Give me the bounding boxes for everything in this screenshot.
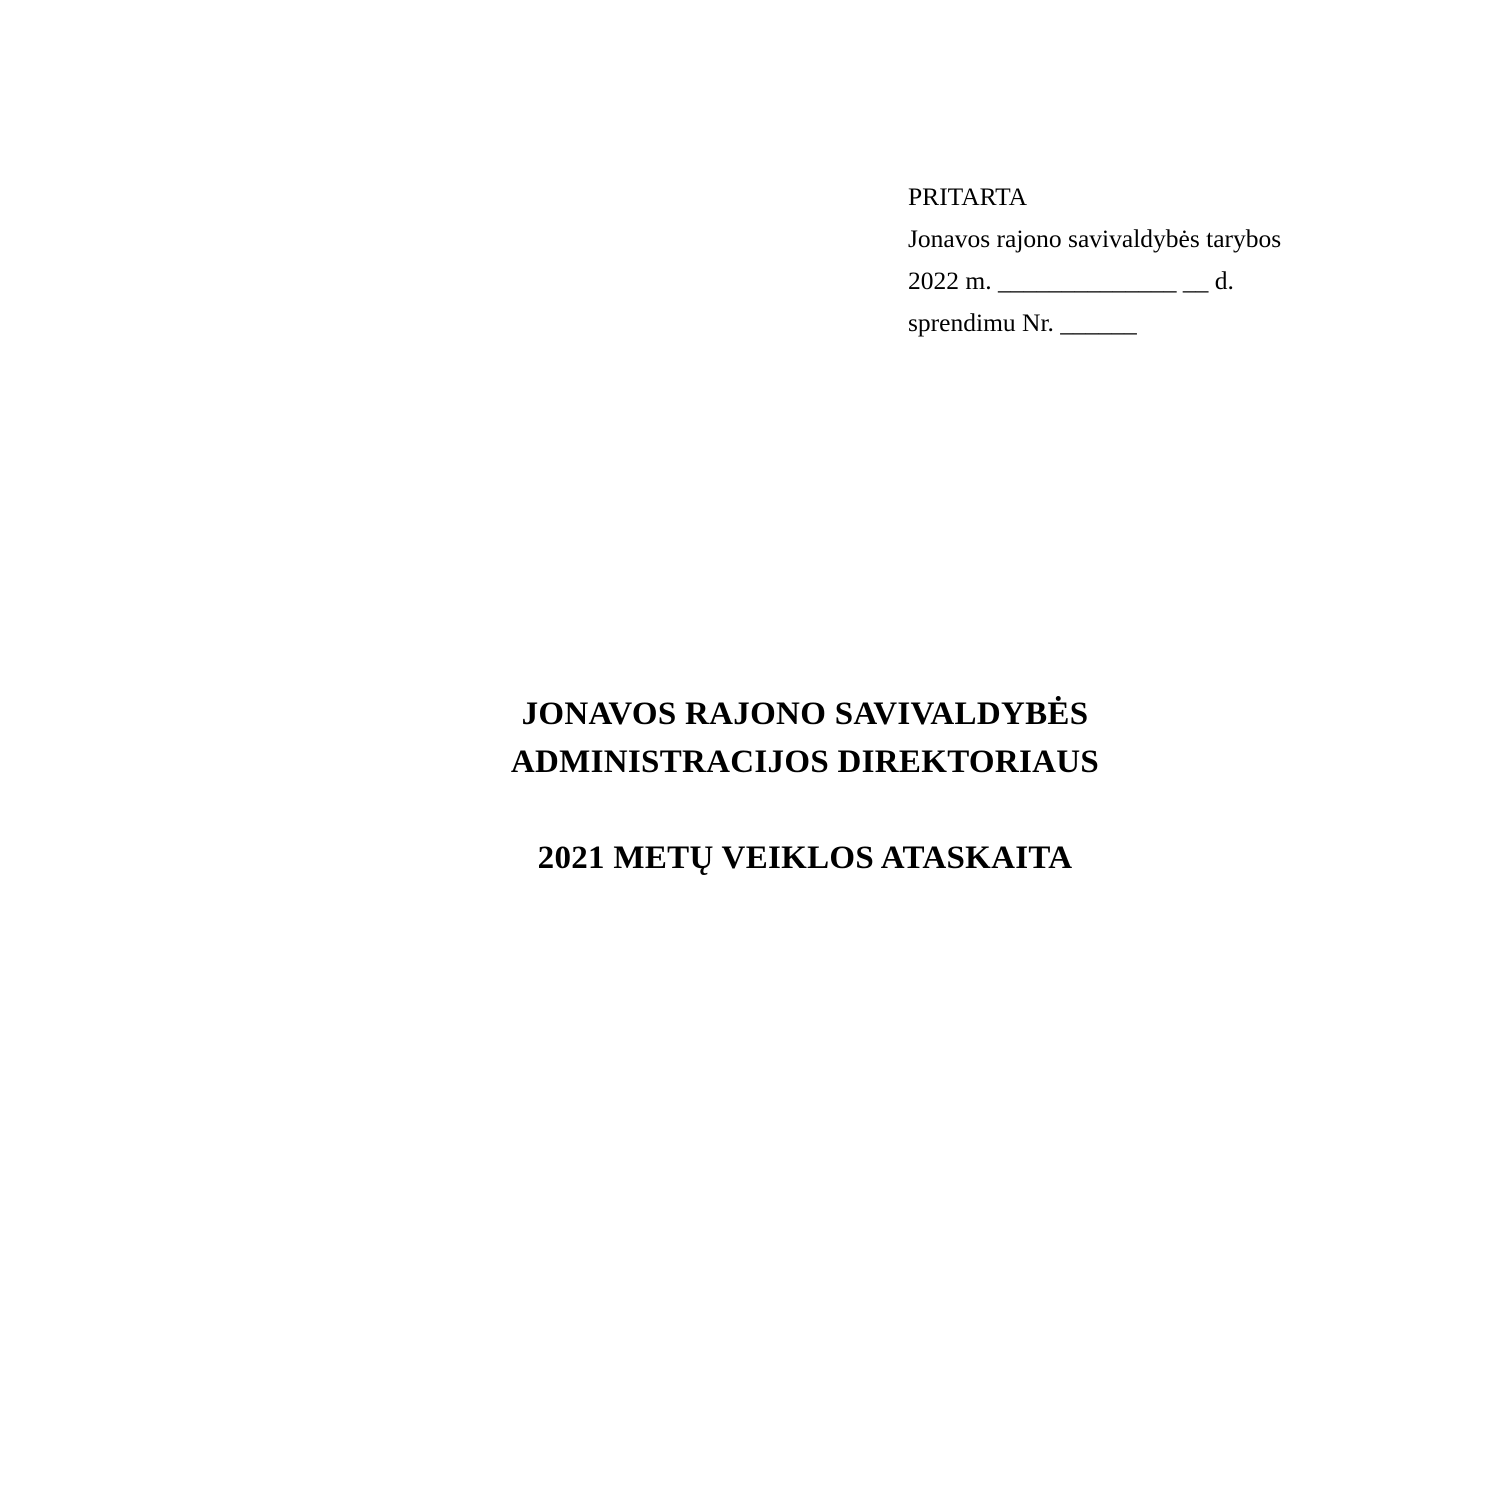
title-line-1: JONAVOS RAJONO SAVIVALDYBĖS [521,696,1089,732]
approval-date-line: 2022 m. ______________ __ d. [908,266,1234,295]
approval-heading: PRITARTA [908,182,1028,211]
approval-council-line: Jonavos rajono savivaldybės tarybos [908,224,1282,253]
approval-block [908,176,1428,344]
page-title [250,690,1360,882]
title-spacer [250,786,1360,834]
approval-decision-number-line: sprendimu Nr. ______ [908,308,1137,337]
title-line-3: 2021 METŲ VEIKLOS ATASKAITA [537,840,1073,876]
title-line-2: ADMINISTRACIJOS DIREKTORIAUS [510,744,1100,780]
